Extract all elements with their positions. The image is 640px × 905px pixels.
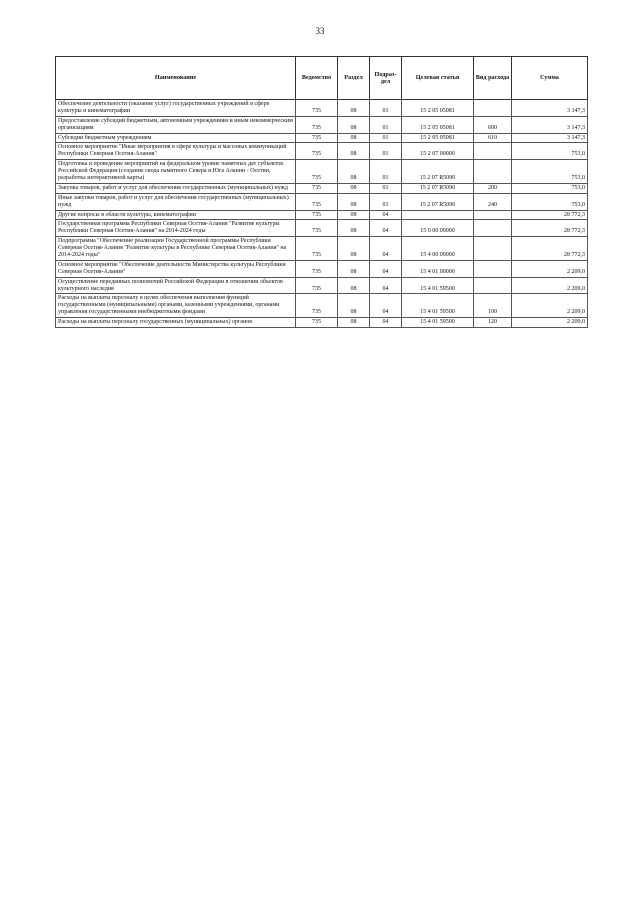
cell-target-article: 15 2 07 R5090 [402,193,474,210]
cell-amount: 2 209,0 [512,260,588,277]
col-header-name: Наименование [56,57,296,100]
cell-section: 08 [338,318,370,328]
cell-section: 08 [338,143,370,160]
cell-subsection: 01 [370,193,402,210]
table-row [56,100,588,117]
cell-name: Подпрограмма "Обеспечение реализации Государственной программы Республики Северная Осетия-Алания "Развитие культуры в Республике Северная Осетия-Алания" на 2014-2024 годы" [56,237,296,261]
col-header-amount: Сумма [512,57,588,100]
cell-expense-type [474,237,512,261]
cell-target-article: 15 4 01 59500 [402,277,474,294]
table-row [56,116,588,133]
cell-expense-type [474,143,512,160]
cell-name: Обеспечение деятельности (оказание услуг) государственных учреждений в сфере культуры и кинематографии [56,100,296,117]
cell-expense-type: 600 [474,116,512,133]
cell-name: Закупка товаров, работ и услуг для обеспечения государственных (муниципальных) нужд [56,183,296,193]
cell-expense-type: 200 [474,183,512,193]
cell-target-article: 15 4 00 00000 [402,237,474,261]
cell-department: 735 [296,160,338,184]
cell-target-article: 15 2 07 R5090 [402,160,474,184]
cell-subsection: 04 [370,260,402,277]
cell-subsection: 01 [370,133,402,143]
cell-subsection: 04 [370,220,402,237]
cell-subsection: 01 [370,100,402,117]
cell-target-article [402,210,474,220]
cell-section: 08 [338,183,370,193]
cell-subsection: 01 [370,143,402,160]
cell-target-article: 15 2 05 05081 [402,100,474,117]
table-row [56,133,588,143]
cell-department: 735 [296,220,338,237]
cell-subsection: 04 [370,277,402,294]
cell-name: Государственная программа Республики Северная Осетия-Алания "Развитие культуры Республики Северная Осетия-Алания" на 2014-2024 годы [56,220,296,237]
cell-section: 08 [338,193,370,210]
cell-department: 735 [296,133,338,143]
cell-section: 08 [338,220,370,237]
table-header-row [56,57,588,100]
cell-target-article: 15 4 01 59500 [402,294,474,318]
cell-section: 08 [338,160,370,184]
cell-subsection: 04 [370,294,402,318]
cell-amount: 2 209,0 [512,318,588,328]
cell-amount: 2 209,0 [512,294,588,318]
cell-name: Подготовка и проведение мероприятий на федеральном уровне памятных дат субъектов Российской Федерации (создание свода памятного Севера и Юга Алании - Осетии, разработка интерактивной карты) [56,160,296,184]
cell-name: Иные закупки товаров, работ и услуг для обеспечения государственных (муниципальных) нужд [56,193,296,210]
cell-subsection: 01 [370,160,402,184]
cell-amount: 28 772,3 [512,237,588,261]
cell-section: 08 [338,116,370,133]
cell-amount: 3 147,3 [512,116,588,133]
table-row [56,210,588,220]
col-header-section: Раздел [338,57,370,100]
cell-section: 08 [338,294,370,318]
cell-name: Основное мероприятие "Обеспечение деятельности Министерства культуры Республики Северная Осетия-Алания" [56,260,296,277]
cell-expense-type: 100 [474,294,512,318]
table-row [56,294,588,318]
cell-department: 735 [296,318,338,328]
col-header-department: Ведомство [296,57,338,100]
cell-section: 08 [338,133,370,143]
cell-amount: 28 772,3 [512,220,588,237]
col-header-expense-type: Вид расхода [474,57,512,100]
cell-expense-type [474,210,512,220]
cell-section: 08 [338,277,370,294]
table-row [56,193,588,210]
cell-subsection: 04 [370,210,402,220]
cell-amount: 3 147,3 [512,133,588,143]
cell-expense-type [474,260,512,277]
table-row [56,260,588,277]
table-row [56,318,588,328]
cell-department: 735 [296,260,338,277]
table-row [56,220,588,237]
budget-table [55,56,588,328]
cell-department: 735 [296,277,338,294]
cell-target-article: 15 2 05 05081 [402,116,474,133]
cell-subsection: 04 [370,318,402,328]
cell-name: Основное мероприятие "Иные мероприятия в сфере культуры и массовых коммуникаций Республики Северная Осетия-Алания" [56,143,296,160]
table-row [56,143,588,160]
cell-target-article: 15 0 00 00000 [402,220,474,237]
col-header-target-article: Целевая статья [402,57,474,100]
cell-target-article: 15 2 07 R5090 [402,183,474,193]
cell-target-article: 15 4 01 59500 [402,318,474,328]
cell-expense-type: 120 [474,318,512,328]
cell-department: 735 [296,294,338,318]
cell-amount: 753,0 [512,160,588,184]
col-header-subsection: Подраз- дел [370,57,402,100]
cell-name: Расходы на выплаты персоналу в целях обеспечения выполнения функций государственными (муниципальными) органами, казенными учреждениями, органами управления государственными внебюджетными фондами [56,294,296,318]
cell-target-article: 15 2 07 00000 [402,143,474,160]
cell-name: Другие вопросы в области культуры, кинематографии [56,210,296,220]
cell-subsection: 01 [370,116,402,133]
cell-department: 735 [296,100,338,117]
cell-department: 735 [296,143,338,160]
table-body [56,100,588,328]
cell-target-article: 15 2 05 05081 [402,133,474,143]
page-number: 33 [315,26,325,36]
cell-amount: 753,0 [512,143,588,160]
cell-amount: 2 209,0 [512,277,588,294]
table-row [56,160,588,184]
cell-amount: 753,0 [512,193,588,210]
cell-section: 08 [338,210,370,220]
cell-expense-type [474,100,512,117]
cell-expense-type: 240 [474,193,512,210]
cell-section: 08 [338,237,370,261]
table-row [56,183,588,193]
cell-department: 735 [296,116,338,133]
cell-amount: 753,0 [512,183,588,193]
cell-expense-type: 610 [474,133,512,143]
cell-section: 08 [338,100,370,117]
cell-name: Расходы на выплаты персоналу государственных (муниципальных) органов [56,318,296,328]
cell-department: 735 [296,183,338,193]
cell-department: 735 [296,193,338,210]
cell-amount: 3 147,3 [512,100,588,117]
cell-subsection: 01 [370,183,402,193]
cell-name: Субсидии бюджетным учреждениям [56,133,296,143]
cell-name: Предоставление субсидий бюджетным, автономным учреждениям и иным некоммерческим организациям [56,116,296,133]
cell-section: 08 [338,260,370,277]
cell-subsection: 04 [370,237,402,261]
cell-target-article: 15 4 01 00000 [402,260,474,277]
table-row [56,277,588,294]
table-row [56,237,588,261]
cell-amount: 28 772,3 [512,210,588,220]
cell-department: 735 [296,210,338,220]
cell-name: Осуществление переданных полномочий Российской Федерации в отношении объектов культурного наследия [56,277,296,294]
cell-expense-type [474,220,512,237]
cell-department: 735 [296,237,338,261]
cell-expense-type [474,160,512,184]
cell-expense-type [474,277,512,294]
